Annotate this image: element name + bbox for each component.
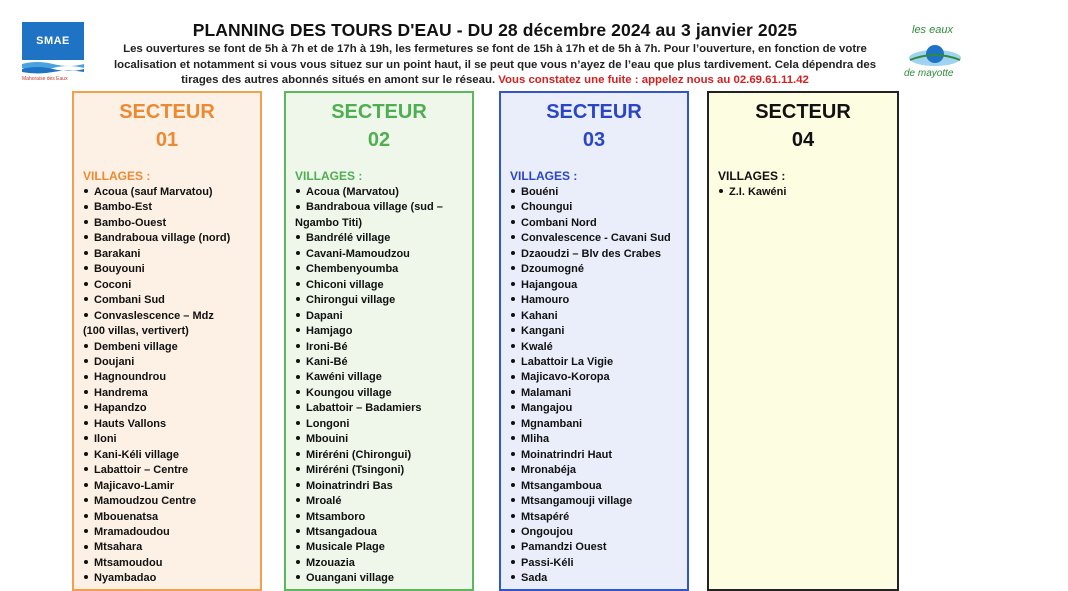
- village-item: [295, 401, 473, 416]
- village-item: [510, 448, 688, 463]
- village-item: [510, 216, 688, 231]
- village-name: Koungou village: [306, 386, 392, 399]
- village-item: [295, 340, 473, 355]
- bullet-icon: [511, 560, 515, 564]
- leak-alert: Vous constatez une fuite : appelez nous au 02.69.61.11.42: [498, 74, 809, 86]
- village-item: [295, 262, 473, 277]
- village-item: [510, 556, 688, 571]
- village-name: Mtsangamouji village: [521, 495, 633, 508]
- village-name: Mbouenatsa: [94, 510, 159, 523]
- villages-label: VILLAGES :: [295, 169, 363, 183]
- village-name: Mtsangamboua: [521, 479, 602, 492]
- wave-icon: [22, 60, 84, 74]
- bullet-icon: [296, 390, 300, 394]
- village-item: [83, 386, 261, 401]
- smae-logo: [22, 22, 86, 84]
- village-name: Kani-Kéli village: [94, 448, 179, 461]
- village-name: Doujani: [94, 355, 135, 368]
- bullet-icon: [511, 313, 515, 317]
- village-item: [510, 231, 688, 246]
- village-item: [83, 571, 261, 586]
- sector-card-02: [284, 91, 474, 591]
- village-item: [295, 540, 473, 555]
- village-item: [510, 401, 688, 416]
- bullet-icon: [296, 529, 300, 533]
- village-name: Ngambo Titi): [295, 216, 363, 229]
- village-item: [83, 293, 261, 308]
- village-item: [83, 448, 261, 463]
- village-item: [295, 293, 473, 308]
- village-name: Bouyouni: [94, 263, 145, 276]
- bullet-icon: [84, 483, 88, 487]
- village-name: Mronabéja: [521, 464, 577, 477]
- sector-card-04: [707, 91, 899, 591]
- bullet-icon: [296, 436, 300, 440]
- sector-label: SECTEUR: [755, 101, 851, 123]
- village-name: Mtsahara: [94, 541, 143, 554]
- village-item: [510, 185, 688, 200]
- village-item: [510, 417, 688, 432]
- village-name: Ouangani village: [306, 572, 395, 585]
- village-name: Miréréni (Chirongui): [306, 448, 412, 461]
- village-name: Hagnoundrou: [94, 371, 167, 384]
- bullet-icon: [296, 483, 300, 487]
- village-name: Musicale Plage: [306, 541, 385, 554]
- village-name: Chirongui village: [306, 294, 396, 307]
- bullet-icon: [511, 359, 515, 363]
- village-name: Z.I. Kawéni: [729, 186, 787, 198]
- eaux-logo-top: les eaux: [912, 24, 953, 36]
- bullet-icon: [84, 282, 88, 286]
- village-name: Acoua (sauf Marvatou): [94, 186, 213, 198]
- intro-text: [100, 42, 890, 89]
- sector-label: SECTEUR: [331, 101, 427, 123]
- village-list: [295, 185, 473, 587]
- village-item: [510, 432, 688, 447]
- village-name: Convaslescence – Mdz: [94, 309, 214, 322]
- bullet-icon: [511, 452, 515, 456]
- village-item: [510, 324, 688, 339]
- village-name: Labattoir – Centre: [94, 464, 189, 477]
- bullet-icon: [84, 189, 88, 193]
- bullet-icon: [296, 421, 300, 425]
- village-item: [295, 370, 473, 385]
- village-name: Bandraboua village (nord): [94, 232, 231, 245]
- bullet-icon: [511, 421, 515, 425]
- eaux-logo-bottom: de mayotte: [904, 68, 954, 79]
- bullet-icon: [84, 405, 88, 409]
- villages-label: VILLAGES :: [83, 169, 151, 183]
- village-name: Mramadoudou: [94, 525, 170, 538]
- sector-number: 01: [155, 129, 179, 151]
- bullet-icon: [511, 545, 515, 549]
- bullet-icon: [84, 266, 88, 270]
- village-name: Handrema: [94, 386, 148, 399]
- village-item: [295, 185, 473, 200]
- bullet-icon: [84, 545, 88, 549]
- village-name: Mbouini: [306, 433, 349, 446]
- village-item: [295, 448, 473, 463]
- village-name: Moinatrindri Haut: [521, 448, 613, 461]
- village-item: [83, 309, 261, 324]
- village-item: [83, 540, 261, 555]
- bullet-icon: [511, 375, 515, 379]
- village-item: [83, 556, 261, 571]
- village-name: Hamjago: [306, 325, 353, 338]
- village-name: Ironi-Bé: [306, 340, 348, 353]
- village-item: [83, 401, 261, 416]
- village-name: Kani-Bé: [306, 355, 348, 368]
- village-item: [510, 571, 688, 586]
- village-name: Dapani: [306, 309, 343, 322]
- village-item: [510, 494, 688, 509]
- village-name: Mzouazia: [306, 556, 355, 569]
- village-item: [83, 216, 261, 231]
- bullet-icon: [511, 529, 515, 533]
- bullet-icon: [511, 390, 515, 394]
- village-item: [295, 216, 473, 231]
- village-item: [510, 525, 688, 540]
- bullet-icon: [296, 344, 300, 348]
- bullet-icon: [296, 205, 300, 209]
- village-item: [510, 463, 688, 478]
- bullet-icon: [84, 467, 88, 471]
- village-name: Dzaoudzi – Blv des Crabes: [521, 247, 661, 260]
- village-name: Mroalé: [306, 495, 342, 508]
- village-item: [295, 309, 473, 324]
- bullet-icon: [296, 359, 300, 363]
- bullet-icon: [296, 328, 300, 332]
- bullet-icon: [84, 344, 88, 348]
- village-name: Pamandzi Ouest: [521, 541, 607, 554]
- village-name: Choungui: [521, 201, 573, 214]
- village-list: [83, 185, 261, 587]
- bullet-icon: [84, 575, 88, 579]
- bullet-icon: [296, 297, 300, 301]
- sector-label: SECTEUR: [119, 101, 215, 123]
- village-item: [510, 386, 688, 401]
- bullet-icon: [84, 359, 88, 363]
- villages-label: VILLAGES :: [510, 169, 578, 183]
- bullet-icon: [296, 575, 300, 579]
- village-item: [510, 262, 688, 277]
- village-name: Barakani: [94, 247, 141, 260]
- village-item: [83, 355, 261, 370]
- village-name: Ongoujou: [521, 525, 573, 538]
- village-name: Mtsamoudou: [94, 556, 163, 569]
- village-item: [83, 432, 261, 447]
- bullet-icon: [296, 405, 300, 409]
- sector-card-01: [72, 91, 262, 591]
- bullet-icon: [84, 498, 88, 502]
- village-name: Dzoumogné: [521, 263, 584, 276]
- bullet-icon: [511, 467, 515, 471]
- village-name: Hapandzo: [94, 402, 147, 415]
- sector-number: 02: [367, 129, 391, 151]
- village-item: [510, 293, 688, 308]
- village-item: [83, 525, 261, 540]
- village-name: Bambo-Est: [94, 201, 153, 214]
- village-name: Hauts Vallons: [94, 417, 167, 430]
- village-item: [83, 494, 261, 509]
- village-item: [295, 200, 473, 215]
- village-name: Dembeni village: [94, 340, 178, 353]
- bullet-icon: [84, 421, 88, 425]
- village-item: [718, 185, 896, 200]
- village-item: [295, 324, 473, 339]
- village-name: Cavani-Mamoudzou: [306, 247, 410, 260]
- villages-label: VILLAGES :: [718, 169, 786, 183]
- village-list: [718, 185, 896, 200]
- bullet-icon: [296, 467, 300, 471]
- village-name: Mtsamboro: [306, 510, 366, 523]
- village-item: [83, 247, 261, 262]
- bullet-icon: [84, 235, 88, 239]
- sector-number: 04: [791, 129, 815, 151]
- bullet-icon: [296, 498, 300, 502]
- sector-card-03: [499, 91, 689, 591]
- village-name: Combani Sud: [94, 294, 165, 307]
- village-item: [295, 417, 473, 432]
- bullet-icon: [511, 575, 515, 579]
- village-item: [295, 231, 473, 246]
- village-name: Bouéni: [521, 186, 559, 198]
- village-name: Mangajou: [521, 402, 573, 415]
- bullet-icon: [84, 560, 88, 564]
- village-name: Bambo-Ouest: [94, 216, 167, 229]
- village-item: [83, 479, 261, 494]
- sector-number: 03: [582, 129, 606, 151]
- bullet-icon: [511, 344, 515, 348]
- header: [0, 0, 1068, 92]
- bullet-icon: [296, 251, 300, 255]
- village-name: Chiconi village: [306, 278, 384, 291]
- bullet-icon: [511, 220, 515, 224]
- village-item: [83, 278, 261, 293]
- village-item: [510, 200, 688, 215]
- village-name: Mgnambani: [521, 417, 583, 430]
- bullet-icon: [296, 266, 300, 270]
- bullet-icon: [84, 390, 88, 394]
- bullet-icon: [296, 282, 300, 286]
- village-name: Kwalé: [521, 340, 553, 353]
- village-name: Iloni: [94, 433, 117, 446]
- village-name: Chembenyoumba: [306, 263, 399, 276]
- village-item: [510, 370, 688, 385]
- village-item: [83, 200, 261, 215]
- village-name: Labattoir – Badamiers: [306, 402, 422, 415]
- village-item: [510, 309, 688, 324]
- village-item: [295, 479, 473, 494]
- village-item: [83, 262, 261, 277]
- village-name: Bandrélé village: [306, 232, 391, 245]
- village-name: Combani Nord: [521, 216, 597, 229]
- bullet-icon: [511, 498, 515, 502]
- bullet-icon: [719, 189, 723, 193]
- village-item: [295, 463, 473, 478]
- bullet-icon: [511, 514, 515, 518]
- village-item: [510, 278, 688, 293]
- village-name: Longoni: [306, 417, 350, 430]
- village-item: [295, 432, 473, 447]
- bullet-icon: [511, 266, 515, 270]
- village-item: [510, 479, 688, 494]
- bullet-icon: [511, 483, 515, 487]
- bullet-icon: [296, 235, 300, 239]
- bullet-icon: [296, 452, 300, 456]
- sector-label: SECTEUR: [546, 101, 642, 123]
- bullet-icon: [84, 514, 88, 518]
- bullet-icon: [511, 436, 515, 440]
- bullet-icon: [296, 560, 300, 564]
- bullet-icon: [84, 529, 88, 533]
- village-item: [83, 231, 261, 246]
- bullet-icon: [511, 205, 515, 209]
- village-name: Passi-Kéli: [521, 556, 574, 569]
- bullet-icon: [84, 313, 88, 317]
- village-item: [83, 324, 261, 339]
- village-name: Nyambadao: [94, 572, 157, 585]
- village-name: Sada: [521, 572, 548, 585]
- village-name: Coconi: [94, 278, 132, 291]
- village-item: [510, 247, 688, 262]
- village-name: Convalescence - Cavani Sud: [521, 232, 671, 245]
- village-item: [295, 355, 473, 370]
- village-item: [295, 247, 473, 262]
- village-item: [295, 278, 473, 293]
- village-item: [83, 463, 261, 478]
- village-item: [295, 510, 473, 525]
- village-name: Kahani: [521, 309, 558, 322]
- bullet-icon: [511, 297, 515, 301]
- bullet-icon: [511, 328, 515, 332]
- village-name: Bandraboua village (sud –: [306, 201, 443, 214]
- village-name: Hamouro: [521, 294, 570, 307]
- village-item: [510, 510, 688, 525]
- village-item: [295, 525, 473, 540]
- village-item: [83, 340, 261, 355]
- bullet-icon: [511, 189, 515, 193]
- village-item: [295, 571, 473, 586]
- village-name: Mliha: [521, 433, 550, 446]
- village-item: [510, 540, 688, 555]
- village-name: Hajangoua: [521, 278, 578, 291]
- village-name: Moinatrindri Bas: [306, 479, 393, 492]
- village-item: [295, 494, 473, 509]
- village-name: Kawéni village: [306, 371, 382, 384]
- village-item: [83, 510, 261, 525]
- bullet-icon: [511, 282, 515, 286]
- bullet-icon: [511, 251, 515, 255]
- village-item: [83, 185, 261, 200]
- village-name: Malamani: [521, 386, 572, 399]
- village-name: Labattoir La Vigie: [521, 355, 614, 368]
- bullet-icon: [511, 235, 515, 239]
- bullet-icon: [296, 375, 300, 379]
- bullet-icon: [84, 452, 88, 456]
- bullet-icon: [84, 251, 88, 255]
- village-name: Mamoudzou Centre: [94, 495, 197, 508]
- smae-logo-badge: SMAE: [22, 22, 84, 60]
- village-name: Majicavo-Lamir: [94, 479, 175, 492]
- village-name: Kangani: [521, 325, 565, 338]
- village-name: Mtsangadoua: [306, 525, 377, 538]
- village-list: [510, 185, 688, 587]
- village-name: Mtsapéré: [521, 510, 570, 523]
- village-item: [295, 556, 473, 571]
- bullet-icon: [296, 313, 300, 317]
- village-name: Majicavo-Koropa: [521, 371, 610, 384]
- village-item: [510, 355, 688, 370]
- village-name: (100 villas, vertivert): [83, 325, 189, 338]
- bullet-icon: [296, 189, 300, 193]
- page-title: PLANNING DES TOURS D'EAU - DU 28 décembre 2024 au 3 janvier 2025: [192, 20, 798, 40]
- village-name: Acoua (Marvatou): [306, 186, 399, 198]
- village-name: Miréréni (Tsingoni): [306, 464, 405, 477]
- bullet-icon: [84, 375, 88, 379]
- bullet-icon: [296, 545, 300, 549]
- smae-logo-caption: Mahoraise des Eaux: [22, 76, 68, 82]
- bullet-icon: [84, 297, 88, 301]
- village-item: [295, 386, 473, 401]
- eaux-de-mayotte-logo: [900, 24, 970, 86]
- village-item: [510, 340, 688, 355]
- intro-body: Les ouvertures se font de 5h à 7h et de 17h à 19h, les fermetures se font de 15h à 17h et de 5h à 7h. Pour l’ouverture, en fonction de votre localisation et notamment si vous vous situez sur un point haut, il se peut que vous n’ayez de l’eau que plus tardivement. Cela dépendra des tirages des autres abonnés situés en amont sur le réseau.: [113, 43, 877, 86]
- village-item: [83, 417, 261, 432]
- bullet-icon: [84, 205, 88, 209]
- village-item: [83, 370, 261, 385]
- bullet-icon: [511, 405, 515, 409]
- bullet-icon: [84, 436, 88, 440]
- water-drop-icon: [906, 38, 964, 70]
- bullet-icon: [296, 514, 300, 518]
- bullet-icon: [84, 220, 88, 224]
